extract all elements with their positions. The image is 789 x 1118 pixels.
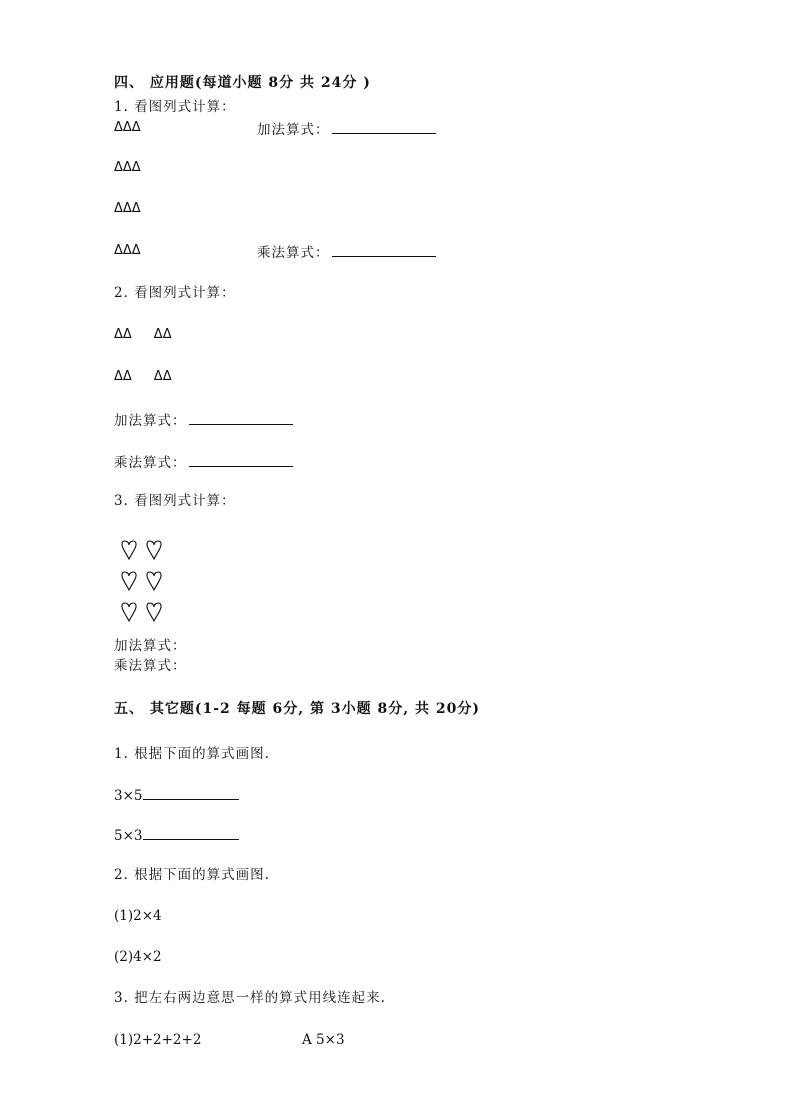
s5q1-item-2-line: [114, 825, 239, 845]
q2-triangle-row-2: [114, 368, 172, 386]
s5q3-right-expression: A 5×3: [302, 1032, 345, 1048]
heart-icon: [146, 571, 162, 591]
heart-icon: [121, 602, 137, 622]
heart-row: [121, 602, 162, 624]
q2-row-2-right: ΔΔ: [153, 369, 172, 384]
section-4-title: 四、 应用题(每道小题 8分 共 24分 ): [114, 75, 371, 91]
s5q2-prompt: 2. 根据下面的算式画图.: [114, 867, 270, 883]
heart-icon: [146, 602, 162, 622]
q1-triangle-row-4: ΔΔΔ: [114, 243, 141, 258]
q2-row-1-left: ΔΔ: [114, 327, 132, 342]
q2-triangle-row-1: [114, 326, 172, 344]
s5q3-prompt: 3. 把左右两边意思一样的算式用线连起来.: [114, 990, 386, 1006]
s5q3-left-expression: (1)2+2+2+2: [114, 1032, 202, 1048]
s5q2-item-1: (1)2×4: [114, 908, 162, 924]
q2-addition-line: [114, 410, 293, 430]
q1-addition-label: 加法算式：: [257, 122, 330, 138]
q2-multiplication-line: [114, 452, 293, 472]
s5q1-item-1-line: [114, 785, 239, 805]
q2-addition-blank[interactable]: [189, 410, 293, 425]
heart-icon: [121, 571, 137, 591]
section-5-title: 五、 其它题(1-2 每题 6分, 第 3小题 8分, 共 20分): [114, 701, 480, 717]
q1-multiplication-blank[interactable]: [332, 242, 436, 257]
q3-multiplication-label: 乘法算式：: [114, 658, 187, 674]
q3-prompt: 3. 看图列式计算：: [114, 493, 236, 509]
q2-multiplication-blank[interactable]: [189, 452, 293, 467]
q1-prompt: 1. 看图列式计算：: [114, 99, 236, 115]
q1-triangle-row-2: ΔΔΔ: [114, 160, 141, 175]
q3-addition-label: 加法算式：: [114, 638, 187, 654]
q1-multiplication-label: 乘法算式：: [257, 245, 330, 261]
q1-triangle-row-1: ΔΔΔ: [114, 120, 141, 135]
s5q2-item-2: (2)4×2: [114, 949, 162, 965]
q1-addition-line: [257, 119, 436, 139]
heart-icon: [146, 540, 162, 560]
heart-icon: [121, 540, 137, 560]
q2-prompt: 2. 看图列式计算：: [114, 285, 236, 301]
heart-row: [121, 540, 162, 562]
s5q1-item-1: 3×5: [114, 788, 143, 804]
q1-addition-blank[interactable]: [332, 119, 436, 134]
q2-addition-label: 加法算式：: [114, 413, 187, 429]
s5q1-prompt: 1. 根据下面的算式画图.: [114, 746, 270, 762]
q1-multiplication-line: [257, 242, 436, 262]
s5q1-item-1-blank[interactable]: [143, 785, 239, 800]
heart-row: [121, 571, 162, 593]
s5q1-item-2: 5×3: [114, 828, 143, 844]
q1-triangle-row-3: ΔΔΔ: [114, 201, 141, 216]
s5q1-item-2-blank[interactable]: [143, 825, 239, 840]
q2-multiplication-label: 乘法算式：: [114, 455, 187, 471]
q2-row-2-left: ΔΔ: [114, 369, 132, 384]
q2-row-1-right: ΔΔ: [153, 327, 172, 342]
